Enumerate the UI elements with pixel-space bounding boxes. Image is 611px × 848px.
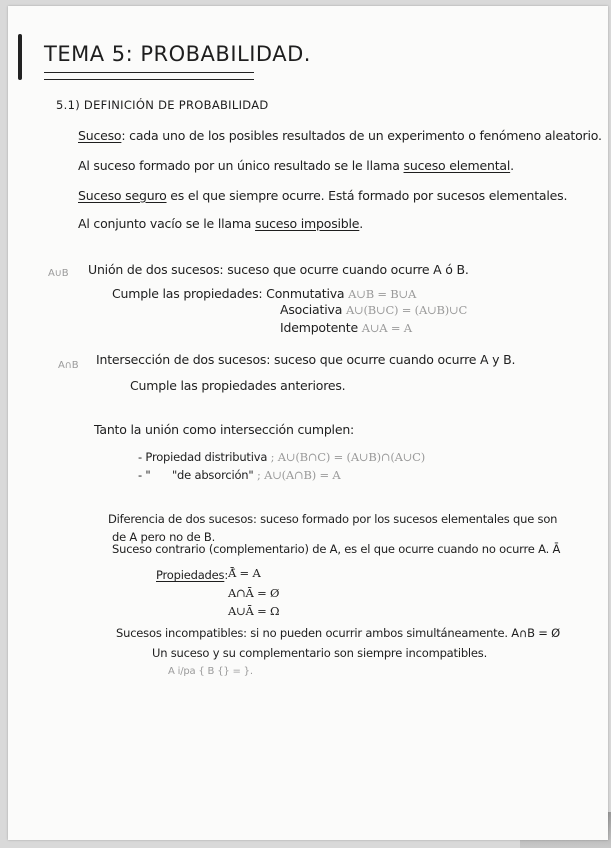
intersection-definition: Intersección de dos sucesos: suceso que ocurre cuando ocurre A y B.: [96, 352, 516, 367]
absorcion-label: "de absorción": [171, 468, 254, 482]
properties-label: Propiedades:: [156, 568, 229, 582]
elemental-term: suceso elemental: [403, 158, 511, 173]
elemental-text: Al suceso formado por un único resultado se le llama: [78, 158, 404, 173]
incompatible-scribble: A i/pa { B {} = }.: [168, 666, 253, 677]
complementary-definition: Suceso contrario (complementario) de A, es el que ocurre cuando no ocurre A. Ā: [112, 542, 561, 556]
asociativa-label: Asociativa: [280, 302, 343, 317]
distributiva-formula: ; A∪(B∩C) = (A∪B)∩(A∪C): [270, 450, 426, 464]
union-properties-line: [112, 286, 416, 301]
property-intersection-empty: A∩Ā = Ø: [228, 586, 280, 600]
conmutativa-formula: A∪B = B∪A: [348, 287, 417, 301]
page-title: TEMA 5: PROBABILIDAD.: [44, 42, 311, 66]
margin-mark: [18, 34, 22, 80]
section-heading: 5.1) DEFINICIÓN DE PROBABILIDAD: [56, 98, 269, 112]
incompatible-note: Un suceso y su complementario son siempre incompatibles.: [152, 646, 488, 660]
absorcion-line: [138, 468, 340, 482]
distributiva-label: - Propiedad distributiva: [138, 450, 268, 464]
suceso-definition: [78, 128, 602, 143]
suceso-term: Suceso: [78, 128, 122, 143]
idempotente-line: [280, 320, 412, 335]
both-heading: Tanto la unión como intersección cumplen:: [94, 422, 355, 437]
notebook-page: [8, 6, 608, 840]
incompatible-definition: Sucesos incompatibles: si no pueden ocurrir ambos simultáneamente. A∩B = Ø: [116, 626, 561, 640]
suceso-seguro-line: [78, 188, 567, 203]
asociativa-line: [280, 302, 467, 317]
intersection-properties: Cumple las propiedades anteriores.: [130, 378, 346, 393]
absorcion-formula: ; A∪(A∩B) = A: [256, 468, 341, 482]
title-underline: [44, 72, 254, 80]
union-properties-text: Cumple las propiedades: Conmutativa: [112, 286, 345, 301]
property-double-complement: Ā̄ = A: [228, 566, 261, 580]
intersection-margin-label: A∩B: [58, 360, 79, 371]
union-margin-label: A∪B: [48, 268, 69, 279]
asociativa-formula: A∪(B∪C) = (A∪B)∪C: [345, 303, 468, 317]
idempotente-label: Idempotente: [280, 320, 358, 335]
seguro-text: es el que siempre ocurre. Está formado por sucesos elementales.: [166, 188, 568, 203]
ditto-mark: - ": [138, 468, 151, 482]
suceso-text: : cada uno de los posibles resultados de un experimento o fenómeno aleatorio.: [121, 128, 602, 143]
imposible-term: suceso imposible: [255, 216, 360, 231]
imposible-text: Al conjunto vacío se le llama: [78, 216, 256, 231]
suceso-imposible-line: Al conjunto vacío se le llama suceso imposible.: [78, 216, 364, 231]
idempotente-formula: A∪A = A: [361, 321, 412, 335]
property-union-omega: A∪Ā = Ω: [228, 604, 280, 618]
seguro-term: Suceso seguro: [78, 188, 167, 203]
properties-term: Propiedades: [156, 568, 225, 582]
difference-definition: Diferencia de dos sucesos: suceso formado por los sucesos elementales que son: [108, 512, 558, 526]
union-definition: Unión de dos sucesos: suceso que ocurre cuando ocurre A ó B.: [88, 262, 469, 277]
suceso-elemental-line: Al suceso formado por un único resultado se le llama suceso elemental.: [78, 158, 514, 173]
distributiva-line: [138, 450, 425, 464]
difference-continuation: de A pero no de B.: [112, 530, 216, 544]
